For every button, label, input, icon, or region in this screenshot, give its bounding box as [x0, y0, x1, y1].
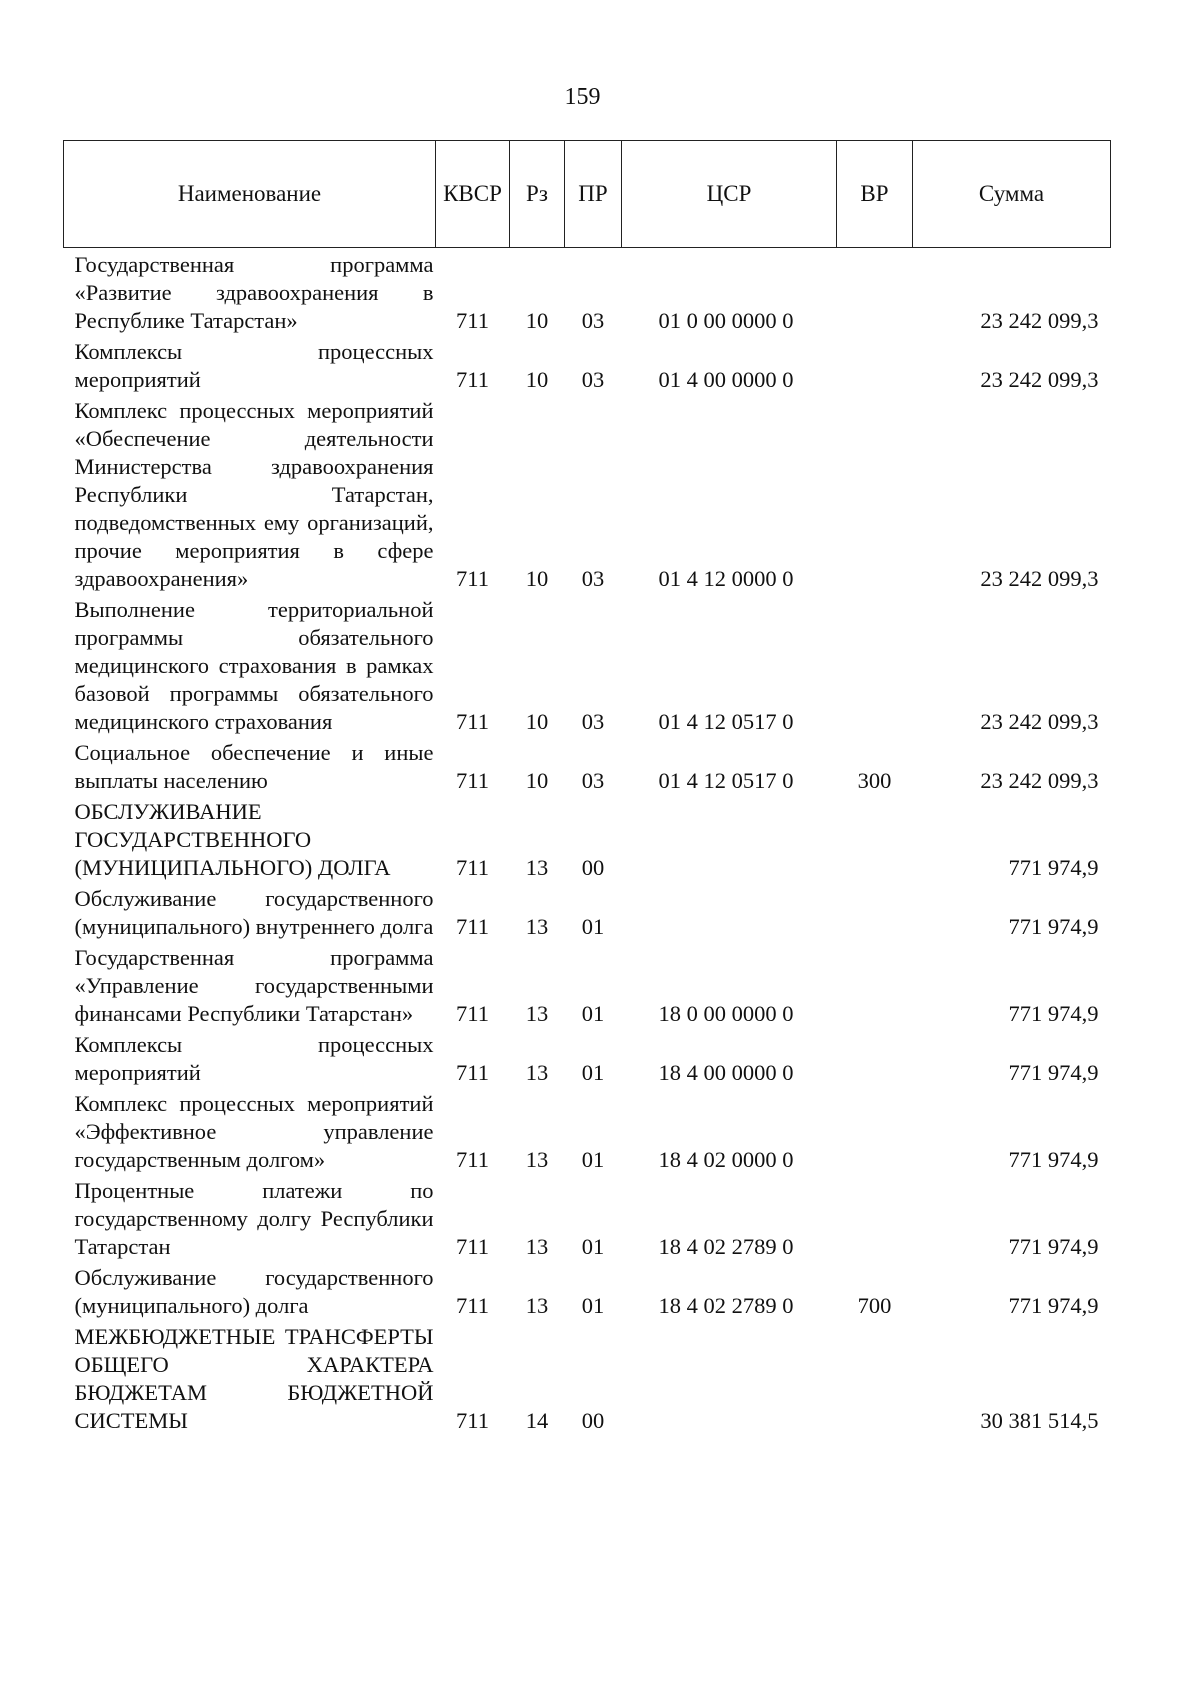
cell-rz: 14 [525, 1408, 549, 1433]
cell-sum: 23 242 099,3 [980, 709, 1099, 734]
header-sum: Сумма [913, 141, 1111, 248]
cell-pr: 00 [581, 1408, 605, 1433]
table-row [64, 335, 1111, 394]
cell-rz: 13 [525, 855, 549, 880]
cell-sum: 771 974,9 [1008, 1001, 1099, 1026]
cell-sum: 23 242 099,3 [980, 367, 1099, 392]
table-row [64, 593, 1111, 736]
cell-sum: 771 974,9 [1008, 1060, 1099, 1085]
cell-vr [837, 1087, 913, 1174]
table-row [64, 941, 1111, 1028]
cell-name: Комплекс процессных мероприятий «Обеспечение деятельности Министерства здравоохранения Республики Татарстан, подведомственных ему организаций, прочие мероприятия в сфере здравоохранения» [74, 398, 434, 591]
cell-pr: 03 [581, 566, 605, 591]
cell-pr: 03 [581, 308, 605, 333]
cell-name: Комплексы процессных мероприятий [74, 339, 434, 392]
cell-kvsr: 711 [456, 308, 489, 333]
table-row [64, 1174, 1111, 1261]
cell-pr: 03 [581, 709, 605, 734]
cell-vr [837, 593, 913, 736]
cell-pr: 00 [581, 855, 605, 880]
cell-csr [622, 795, 837, 882]
cell-kvsr: 711 [456, 1060, 489, 1085]
cell-name: Государственная программа «Управление государственными финансами Республики Татарстан» [74, 945, 434, 1026]
table-row [64, 394, 1111, 593]
cell-rz: 13 [525, 914, 549, 939]
cell-rz: 13 [525, 1234, 549, 1259]
budget-table [63, 140, 1111, 1435]
cell-csr: 18 4 02 2789 0 [658, 1293, 794, 1318]
page-number: 159 [564, 84, 601, 110]
cell-csr: 18 4 02 2789 0 [658, 1234, 794, 1259]
cell-name: МЕЖБЮДЖЕТНЫЕ ТРАНСФЕРТЫ ОБЩЕГО ХАРАКТЕРА БЮДЖЕТАМ БЮДЖЕТНОЙ СИСТЕМЫ [74, 1324, 434, 1433]
cell-name: Государственная программа «Развитие здравоохранения в Республике Татарстан» [74, 252, 434, 333]
cell-csr: 01 4 12 0517 0 [658, 768, 794, 793]
cell-vr [837, 795, 913, 882]
cell-kvsr: 711 [456, 566, 489, 591]
cell-vr [837, 941, 913, 1028]
cell-kvsr: 711 [456, 1001, 489, 1026]
cell-csr: 18 4 02 0000 0 [658, 1147, 794, 1172]
cell-csr: 18 4 00 0000 0 [658, 1060, 794, 1085]
cell-kvsr: 711 [456, 855, 489, 880]
cell-rz: 10 [525, 308, 549, 333]
cell-vr [837, 1320, 913, 1435]
cell-csr: 18 0 00 0000 0 [658, 1001, 794, 1026]
cell-vr: 300 [857, 768, 892, 793]
table-row [64, 1320, 1111, 1435]
header-pr: ПР [565, 141, 622, 248]
cell-vr [837, 1174, 913, 1261]
cell-sum: 771 974,9 [1008, 1293, 1099, 1318]
cell-sum: 30 381 514,5 [980, 1408, 1099, 1433]
cell-pr: 03 [581, 367, 605, 392]
cell-sum: 23 242 099,3 [980, 308, 1099, 333]
cell-csr: 01 4 12 0000 0 [658, 566, 794, 591]
cell-kvsr: 711 [456, 1147, 489, 1172]
header-csr: ЦСР [622, 141, 837, 248]
cell-vr [837, 335, 913, 394]
cell-name: Процентные платежи по государственному долгу Республики Татарстан [74, 1178, 434, 1259]
table-row [64, 736, 1111, 795]
cell-pr: 03 [581, 768, 605, 793]
cell-rz: 13 [525, 1147, 549, 1172]
table-header [64, 141, 1111, 248]
cell-name: Обслуживание государственного (муниципального) долга [74, 1265, 434, 1318]
cell-rz: 13 [525, 1060, 549, 1085]
cell-rz: 10 [525, 566, 549, 591]
table-row [64, 248, 1111, 336]
cell-vr: 700 [857, 1293, 892, 1318]
cell-csr: 01 4 12 0517 0 [658, 709, 794, 734]
cell-sum: 23 242 099,3 [980, 768, 1099, 793]
cell-name: Обслуживание государственного (муниципального) внутреннего долга [74, 886, 434, 939]
table-body [64, 248, 1111, 1436]
cell-csr [622, 1320, 837, 1435]
cell-rz: 10 [525, 709, 549, 734]
cell-pr: 01 [581, 1234, 605, 1259]
cell-rz: 10 [525, 768, 549, 793]
cell-pr: 01 [581, 1060, 605, 1085]
cell-kvsr: 711 [456, 914, 489, 939]
cell-kvsr: 711 [456, 1234, 489, 1259]
table-row [64, 795, 1111, 882]
table-row [64, 1261, 1111, 1320]
cell-kvsr: 711 [456, 1408, 489, 1433]
header-vr: ВР [837, 141, 913, 248]
cell-pr: 01 [581, 1147, 605, 1172]
cell-rz: 13 [525, 1001, 549, 1026]
cell-sum: 771 974,9 [1008, 1234, 1099, 1259]
cell-sum: 771 974,9 [1008, 855, 1099, 880]
table-row [64, 882, 1111, 941]
cell-name: Комплекс процессных мероприятий «Эффективное управление государственным долгом» [74, 1091, 434, 1172]
cell-sum: 771 974,9 [1008, 914, 1099, 939]
cell-pr: 01 [581, 1001, 605, 1026]
cell-csr: 01 4 00 0000 0 [658, 367, 794, 392]
cell-vr [837, 1028, 913, 1087]
cell-name: Социальное обеспечение и иные выплаты населению [74, 740, 434, 793]
cell-vr [837, 394, 913, 593]
cell-kvsr: 711 [456, 1293, 489, 1318]
table-row [64, 1087, 1111, 1174]
cell-name: Комплексы процессных мероприятий [74, 1032, 434, 1085]
cell-sum: 23 242 099,3 [980, 566, 1099, 591]
cell-csr: 01 0 00 0000 0 [658, 308, 794, 333]
header-rz: Рз [510, 141, 565, 248]
cell-rz: 13 [525, 1293, 549, 1318]
cell-pr: 01 [581, 914, 605, 939]
cell-kvsr: 711 [456, 768, 489, 793]
cell-name: Выполнение территориальной программы обязательного медицинского страхования в рамках базовой программы обязательного медицинского страхования [74, 597, 434, 734]
cell-vr [837, 882, 913, 941]
cell-sum: 771 974,9 [1008, 1147, 1099, 1172]
header-name: Наименование [64, 141, 436, 248]
cell-vr [837, 248, 913, 336]
table-row [64, 1028, 1111, 1087]
cell-kvsr: 711 [456, 367, 489, 392]
header-kvsr: КВСР [436, 141, 510, 248]
cell-csr [622, 882, 837, 941]
cell-kvsr: 711 [456, 709, 489, 734]
cell-rz: 10 [525, 367, 549, 392]
cell-pr: 01 [581, 1293, 605, 1318]
cell-name: ОБСЛУЖИВАНИЕ ГОСУДАРСТВЕННОГО (МУНИЦИПАЛЬНОГО) ДОЛГА [74, 799, 391, 880]
